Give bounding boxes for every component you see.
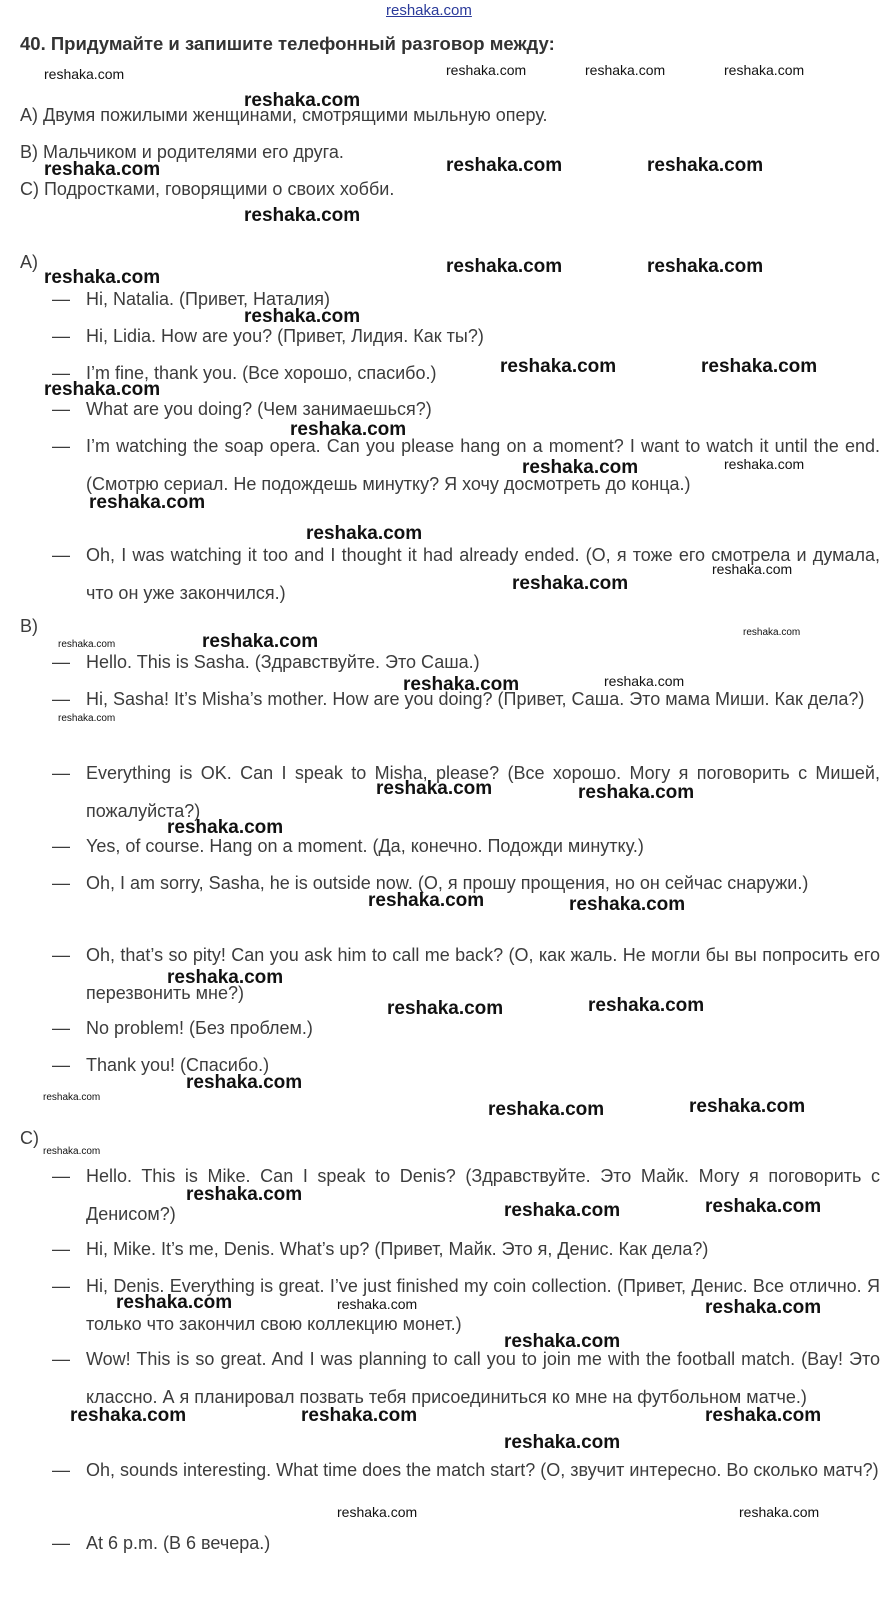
- task-title: 40. Придумайте и запишите телефонный разговор между:: [20, 33, 555, 54]
- watermark: reshaka.com: [167, 967, 284, 988]
- watermark: reshaka.com: [376, 778, 493, 799]
- watermark: reshaka.com: [244, 205, 361, 226]
- watermark: reshaka.com: [44, 159, 161, 180]
- watermark: reshaka.com: [89, 492, 206, 513]
- watermark: reshaka.com: [167, 817, 284, 838]
- dialogue-line: — I’m watching the soap opera. Can you please hang on a moment? I want to watch it until the end. (Смотрю сериал. Не подождешь минутку? Я хочу досмотреть до конца.): [52, 436, 880, 494]
- watermark: reshaka.com: [705, 1297, 822, 1318]
- task-option-c: C) Подростками, говорящими о своих хобби.: [20, 179, 395, 199]
- dialogue-line: — At 6 p.m. (В 6 вечера.): [52, 1533, 271, 1553]
- watermark: reshaka.com: [301, 1405, 418, 1426]
- section-c-label: C): [20, 1128, 39, 1148]
- watermark: reshaka.com: [58, 639, 116, 650]
- watermark: reshaka.com: [701, 356, 818, 377]
- watermark: reshaka.com: [186, 1072, 303, 1093]
- watermark: reshaka.com: [446, 256, 563, 277]
- dialogue-line: — Hello. This is Mike. Can I speak to Denis? (Здравствуйте. Это Майк. Могу я поговорить с Денисом?): [52, 1166, 880, 1224]
- dialogue-line: — Hi, Lidia. How are you? (Привет, Лидия. Как ты?): [52, 326, 484, 346]
- watermark: reshaka.com: [724, 456, 805, 472]
- watermark: reshaka.com: [647, 155, 764, 176]
- dialogue-line: — Yes, of course. Hang on a moment. (Да, конечно. Подожди минутку.): [52, 836, 644, 856]
- watermark: reshaka.com: [588, 995, 705, 1016]
- watermark: reshaka.com: [244, 90, 361, 111]
- watermark: reshaka.com: [70, 1405, 187, 1426]
- watermark: reshaka.com: [712, 561, 793, 577]
- dialogue-line: — Hi, Denis. Everything is great. I’ve just finished my coin collection. (Привет, Денис. Все отлично. Я только что закончил свою коллекцию монет.): [52, 1276, 880, 1334]
- watermark: reshaka.com: [368, 890, 485, 911]
- watermark: reshaka.com: [44, 66, 125, 82]
- watermark: reshaka.com: [522, 457, 639, 478]
- section-b-label: B): [20, 616, 38, 636]
- watermark: reshaka.com: [743, 627, 801, 638]
- watermark: reshaka.com: [705, 1405, 822, 1426]
- dialogue-line: — Hello. This is Sasha. (Здравствуйте. Это Саша.): [52, 652, 480, 672]
- watermark: reshaka.com: [244, 306, 361, 327]
- watermark: reshaka.com: [306, 523, 423, 544]
- dialogue-line: — Wow! This is so great. And I was planning to call you to join me with the football match. (Вау! Это классно. А я планировал позвать тебя присоединиться ко мне на футбольном матче.): [52, 1349, 880, 1407]
- watermark: reshaka.com: [44, 267, 161, 288]
- dialogue-line: — I’m fine, thank you. (Все хорошо, спасибо.): [52, 363, 437, 383]
- watermark: reshaka.com: [500, 356, 617, 377]
- watermark: reshaka.com: [337, 1504, 418, 1520]
- dialogue-line: — Hi, Sasha! It’s Misha’s mother. How are you doing? (Привет, Саша. Это мама Миши. Как дела?): [52, 689, 865, 709]
- watermark: reshaka.com: [504, 1432, 621, 1453]
- watermark: reshaka.com: [116, 1292, 233, 1313]
- watermark: reshaka.com: [585, 62, 666, 78]
- watermark: reshaka.com: [739, 1504, 820, 1520]
- watermark: reshaka.com: [43, 1146, 101, 1157]
- task-option-a: A) Двумя пожилыми женщинами, смотрящими мыльную оперу.: [20, 105, 548, 125]
- watermark: reshaka.com: [578, 782, 695, 803]
- dialogue-line: — Everything is OK. Can I speak to Misha, please? (Все хорошо. Могу я поговорить с Мишей, пожалуйста?): [52, 763, 880, 821]
- watermark: reshaka.com: [387, 998, 504, 1019]
- section-a-label: A): [20, 252, 38, 272]
- dialogue-line: — Oh, that’s so pity! Can you ask him to call me back? (О, как жаль. Не могли бы вы попросить его перезвонить мне?): [52, 945, 880, 1003]
- watermark: reshaka.com: [724, 62, 805, 78]
- task-option-b: B) Мальчиком и родителями его друга.: [20, 142, 344, 162]
- dialogue-line: — Oh, I am sorry, Sasha, he is outside now. (О, я прошу прощения, но он сейчас снаружи.): [52, 873, 809, 893]
- watermark: reshaka.com: [43, 1092, 101, 1103]
- dialogue-line: — Hi, Natalia. (Привет, Наталия): [52, 289, 331, 309]
- dialogue-line: — Hi, Mike. It’s me, Denis. What’s up? (Привет, Майк. Это я, Денис. Как дела?): [52, 1239, 709, 1259]
- watermark: reshaka.com: [647, 256, 764, 277]
- dialogue-line: — Oh, I was watching it too and I thought it had already ended. (О, я тоже его смотрела и думала, что он уже закончился.): [52, 545, 880, 603]
- watermark: reshaka.com: [446, 62, 527, 78]
- dialogue-line: — Thank you! (Спасибо.): [52, 1055, 270, 1075]
- dialogue-line: — What are you doing? (Чем занимаешься?): [52, 399, 432, 419]
- watermark: reshaka.com: [504, 1200, 621, 1221]
- site-header-link[interactable]: reshaka.com: [386, 2, 472, 19]
- watermark: reshaka.com: [202, 631, 319, 652]
- watermark: reshaka.com: [488, 1099, 605, 1120]
- watermark: reshaka.com: [512, 573, 629, 594]
- dialogue-line: — No problem! (Без проблем.): [52, 1018, 313, 1038]
- watermark: reshaka.com: [569, 894, 686, 915]
- watermark: reshaka.com: [446, 155, 563, 176]
- watermark: reshaka.com: [604, 673, 685, 689]
- watermark: reshaka.com: [337, 1296, 418, 1312]
- watermark: reshaka.com: [403, 674, 520, 695]
- watermark: reshaka.com: [290, 419, 407, 440]
- watermark: reshaka.com: [186, 1184, 303, 1205]
- dialogue-line: — Oh, sounds interesting. What time does the match start? (О, звучит интересно. Во сколько матч?): [52, 1460, 879, 1480]
- watermark: reshaka.com: [58, 713, 116, 724]
- watermark: reshaka.com: [504, 1331, 621, 1352]
- watermark: reshaka.com: [705, 1196, 822, 1217]
- watermark: reshaka.com: [689, 1096, 806, 1117]
- watermark: reshaka.com: [44, 379, 161, 400]
